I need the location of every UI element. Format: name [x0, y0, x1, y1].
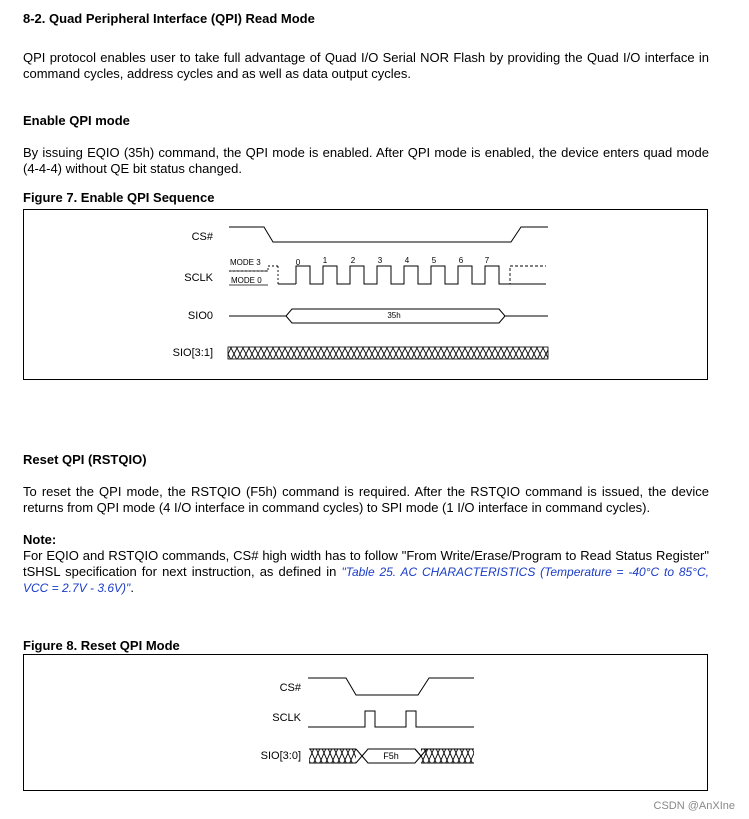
fig7-mode0-label: MODE 0 — [231, 276, 262, 285]
fig7-sio0-label: SIO0 — [187, 310, 213, 322]
fig7-mode3-label: MODE 3 — [230, 258, 261, 267]
fig7-sio31-label: SIO[3:1] — [172, 347, 213, 359]
note-paragraph — [23, 548, 709, 596]
fig7-clock-3: 3 — [377, 256, 383, 265]
fig7-clock-7: 7 — [484, 256, 490, 265]
fig7-clock-4: 4 — [404, 256, 410, 265]
figure-7-box — [23, 209, 708, 380]
fig7-sclk-waveform — [296, 266, 508, 284]
fig7-clock-1: 1 — [322, 256, 328, 265]
section-title: 8-2. Quad Peripheral Interface (QPI) Read Mode — [23, 11, 315, 26]
reset-qpi-heading: Reset QPI (RSTQIO) — [23, 452, 147, 467]
enable-qpi-heading: Enable QPI mode — [23, 113, 130, 128]
fig8-sclk-label: SCLK — [272, 712, 301, 724]
fig8-sclk-waveform — [308, 711, 474, 727]
fig7-data-35h: 35h — [387, 311, 401, 320]
figure-7-caption: Figure 7. Enable QPI Sequence — [23, 190, 215, 205]
figure-7-timing-diagram — [24, 210, 707, 379]
fig7-cs-label: CS# — [191, 231, 213, 243]
fig7-clock-5: 5 — [431, 256, 437, 265]
figure-8-timing-diagram — [24, 655, 707, 790]
reset-qpi-paragraph: To reset the QPI mode, the RSTQIO (F5h) command is required. After the RSTQIO command is issued, the device returns from QPI mode (4 I/O interface in command cycles) to SPI mode (1 I/O interface in command cycles). — [23, 484, 709, 515]
fig7-clock-0: 0 — [295, 258, 301, 267]
fig7-clock-6: 6 — [458, 256, 464, 265]
fig7-sio31-hatch — [228, 347, 548, 359]
fig8-sio30-label: SIO[3:0] — [260, 750, 301, 762]
note-end: . — [130, 580, 134, 595]
note-text: For EQIO and RSTQIO commands, CS# high width has to follow "From Write/Erase/Program to Read Status Register" tSHSL specification for next instruction, as defined in — [23, 548, 709, 579]
watermark: CSDN @AnXIne — [653, 800, 735, 812]
fig7-sclk-label: SCLK — [184, 272, 213, 284]
fig7-clock-2: 2 — [350, 256, 356, 265]
fig8-cs-waveform — [308, 678, 474, 695]
enable-qpi-paragraph: By issuing EQIO (35h) command, the QPI mode is enabled. After QPI mode is enabled, the device enters quad mode (4-4-4) without QE bit status changed. — [23, 145, 709, 176]
fig8-data-f5h: F5h — [383, 751, 399, 761]
fig8-cs-label: CS# — [279, 682, 301, 694]
note-label: Note: — [23, 532, 57, 547]
fig7-cs-waveform — [229, 227, 548, 242]
figure-8-box — [23, 654, 708, 791]
intro-paragraph: QPI protocol enables user to take full advantage of Quad I/O Serial NOR Flash by providing the Quad I/O interface in command cycles, address cycles and as well as data output cycles. — [23, 50, 709, 81]
fig8-sio30-waveform — [356, 749, 362, 763]
table-25-link[interactable]: "Table 25. AC CHARACTERISTICS (Temperature = -40°C to 85°C, VCC = 2.7V - 3.6V)" — [23, 565, 709, 595]
figure-8-caption: Figure 8. Reset QPI Mode — [23, 638, 180, 653]
